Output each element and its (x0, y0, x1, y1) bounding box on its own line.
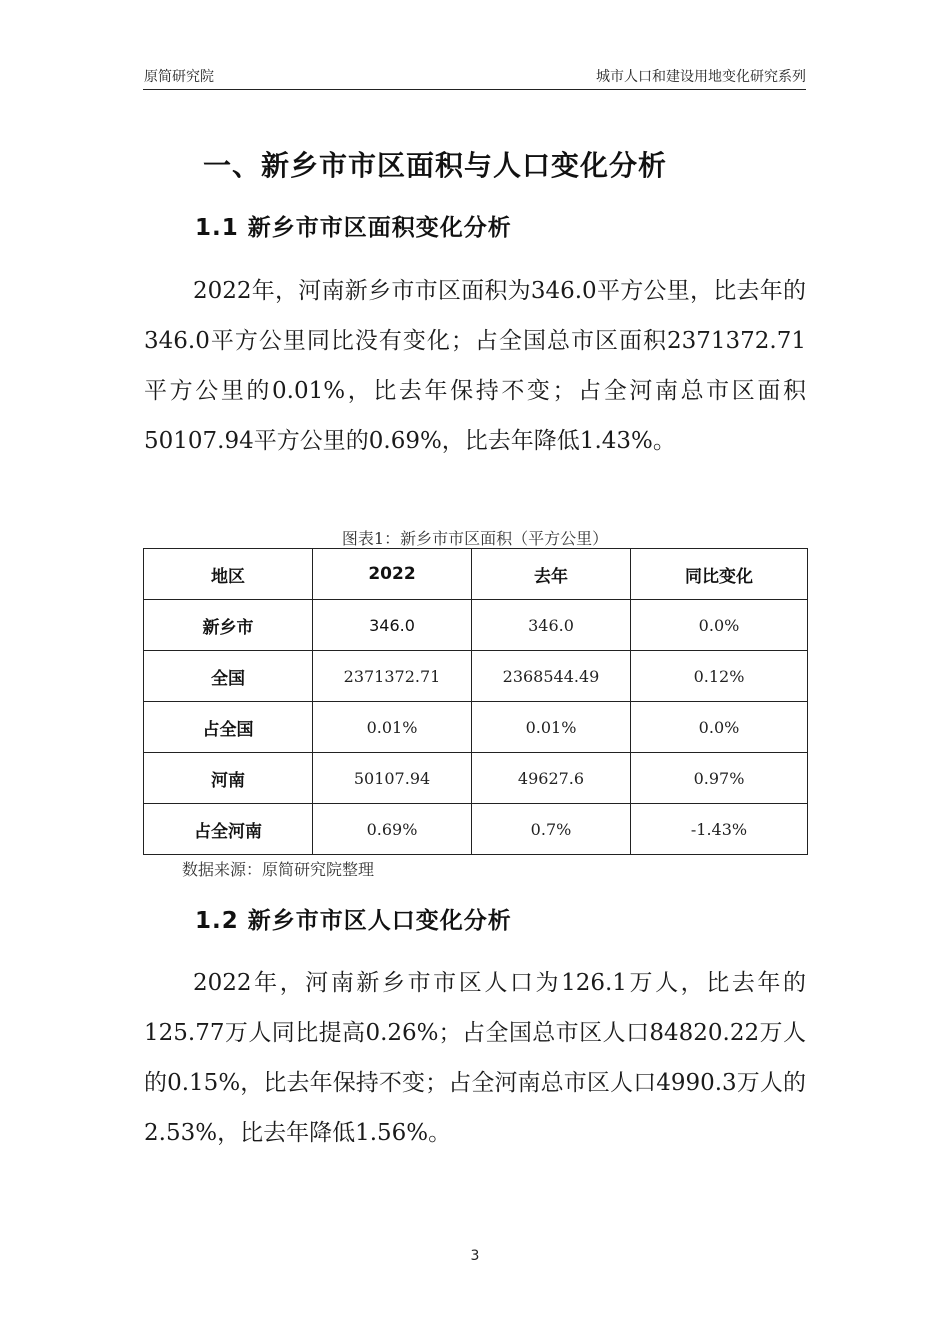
table-row (144, 753, 808, 804)
area-table (143, 548, 808, 855)
area-paragraph-text: 2022年，河南新乡市市区面积为346.0平方公里，比去年的346.0平方公里同比没有变化；占全国总市区面积2371372.71平方公里的0.01%，比去年保持不变；占全河南总市区面积50107.94平方公里的0.69%，比去年降低1.43%。 (144, 278, 806, 454)
cell-value-last-year: 2368544.49 (472, 651, 631, 702)
section-heading-area: 1.1 新乡市市区面积变化分析 (195, 215, 512, 241)
row-label: 新乡市 (144, 600, 313, 651)
cell-value-2022: 0.01% (313, 702, 472, 753)
table-source-note: 数据来源：原简研究院整理 (182, 860, 375, 879)
cell-value-change: 0.0% (631, 600, 808, 651)
row-label: 河南 (144, 753, 313, 804)
cell-value-last-year: 346.0 (472, 600, 631, 651)
population-paragraph (144, 958, 806, 1158)
section-heading-population: 1.2 新乡市市区人口变化分析 (195, 908, 512, 934)
cell-value-2022: 346.0 (313, 600, 472, 651)
row-label: 占全河南 (144, 804, 313, 855)
cell-value-change: 0.97% (631, 753, 808, 804)
table-row (144, 702, 808, 753)
header-series-title: 城市人口和建设用地变化研究系列 (596, 69, 806, 85)
cell-value-2022: 2371372.71 (313, 651, 472, 702)
header-divider (143, 89, 806, 90)
table-row (144, 804, 808, 855)
cell-value-last-year: 0.7% (472, 804, 631, 855)
column-header-last-year: 去年 (472, 549, 631, 600)
table-caption: 图表1：新乡市市区面积（平方公里） (341, 529, 609, 548)
cell-value-change: 0.0% (631, 702, 808, 753)
cell-value-2022: 0.69% (313, 804, 472, 855)
cell-value-last-year: 0.01% (472, 702, 631, 753)
cell-value-last-year: 49627.6 (472, 753, 631, 804)
cell-value-2022: 50107.94 (313, 753, 472, 804)
header-org-name: 原简研究院 (144, 69, 214, 85)
column-header-2022: 2022 (313, 549, 472, 600)
population-paragraph-text: 2022年，河南新乡市市区人口为126.1万人，比去年的125.77万人同比提高0.26%；占全国总市区人口84820.22万人的0.15%，比去年保持不变；占全河南总市区人口4990.3万人的2.53%，比去年降低1.56%。 (144, 970, 806, 1146)
page-number: 3 (470, 1248, 480, 1264)
table-row (144, 600, 808, 651)
row-label: 全国 (144, 651, 313, 702)
table-header-row (144, 549, 808, 600)
table-row (144, 651, 808, 702)
column-header-region: 地区 (144, 549, 313, 600)
cell-value-change: 0.12% (631, 651, 808, 702)
column-header-yoy-change: 同比变化 (631, 549, 808, 600)
chapter-title: 一、新乡市市区面积与人口变化分析 (203, 149, 668, 182)
row-label: 占全国 (144, 702, 313, 753)
area-paragraph (144, 266, 806, 466)
cell-value-change: -1.43% (631, 804, 808, 855)
